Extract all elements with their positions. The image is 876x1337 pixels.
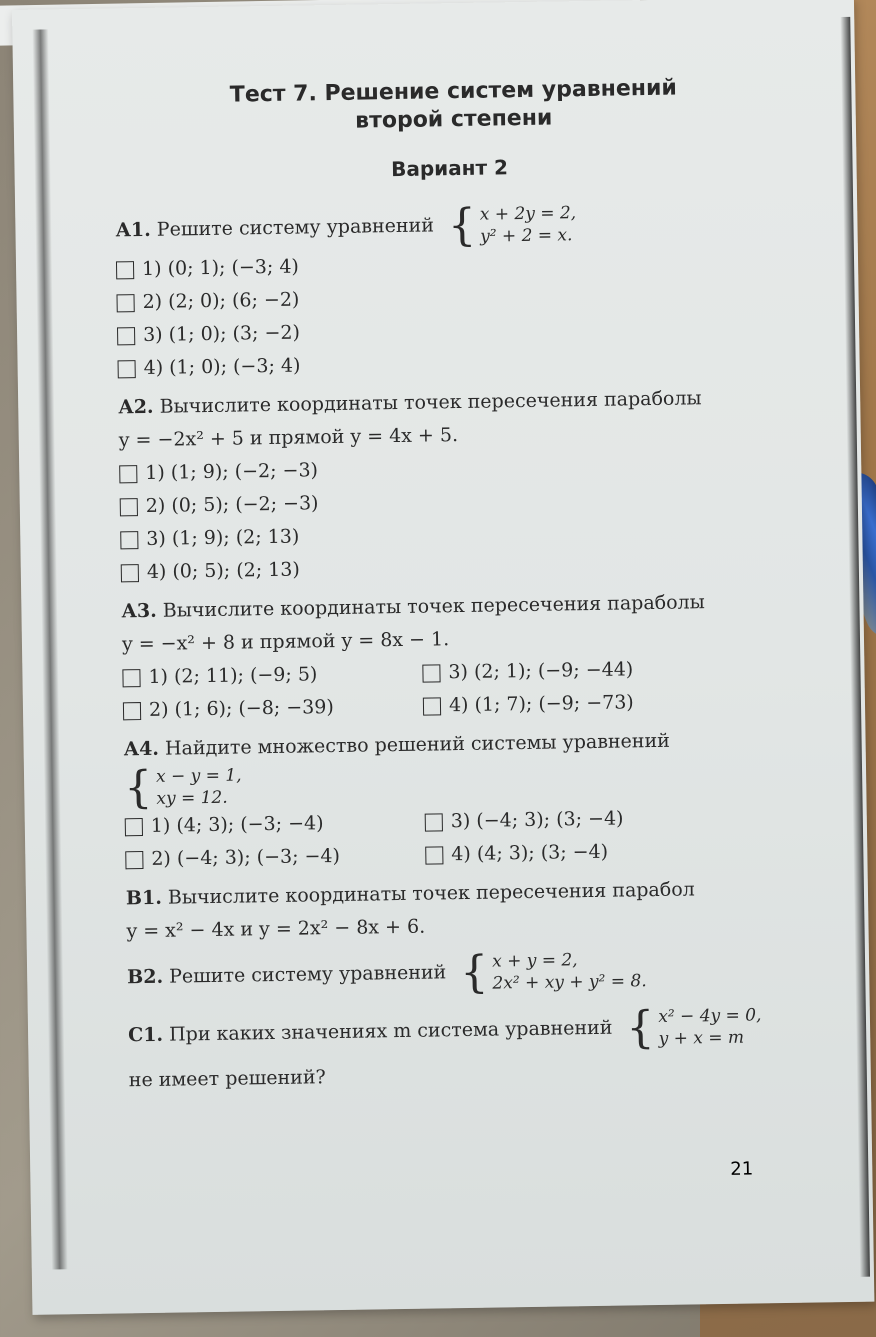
checkbox[interactable] [119, 465, 137, 483]
option-label: 1) (4; 3); (−3; −4) [150, 812, 324, 837]
answer-option[interactable] [425, 801, 725, 839]
page-left-shadow [32, 29, 67, 1269]
option-label: 4) (1; 0); (−3; 4) [143, 354, 301, 379]
answer-option[interactable] [425, 834, 725, 872]
option-label: 3) (−4; 3); (3; −4) [450, 807, 624, 833]
equation-2: 2x² + xy + y² = 8. [492, 971, 647, 994]
answer-option[interactable] [125, 839, 425, 877]
equation-system [626, 1002, 762, 1054]
question-a4 [123, 723, 773, 766]
question-number: С1. [127, 1023, 164, 1047]
checkbox[interactable] [120, 531, 138, 549]
checkbox[interactable] [117, 327, 135, 345]
checkbox[interactable] [116, 294, 134, 312]
question-text: Вычислите координаты точек пересечения парабол [167, 878, 695, 909]
checkbox[interactable] [116, 261, 134, 279]
answer-option[interactable] [122, 657, 422, 695]
checkbox[interactable] [125, 818, 143, 836]
checkbox[interactable] [123, 702, 141, 720]
test-page [12, 0, 874, 1315]
equation-1: x − y = 1, [155, 765, 242, 787]
title-line-2: второй степени [354, 105, 553, 134]
option-label: 1) (1; 9); (−2; −3) [145, 459, 319, 484]
question-number: А4. [123, 737, 160, 761]
question-text: Найдите множество решений системы уравнений [164, 729, 670, 760]
option-label: 2) (1; 6); (−8; −39) [148, 696, 334, 721]
question-number: А1. [115, 218, 151, 242]
question-number: А3. [121, 599, 157, 623]
checkbox[interactable] [425, 846, 443, 864]
answer-option[interactable] [123, 690, 423, 728]
question-number: А2. [118, 395, 154, 419]
question-text-line-2: y = x² − 4x и y = 2x² − 8x + 6. [126, 915, 426, 943]
checkbox[interactable] [125, 851, 143, 869]
page-content [113, 73, 779, 1097]
question-text-line-2: y = −x² + 8 и прямой y = 8x − 1. [121, 628, 450, 656]
page-number: 21 [730, 1158, 754, 1180]
checkbox[interactable] [422, 664, 440, 682]
equation-system [459, 946, 647, 999]
question-number: В1. [125, 886, 163, 910]
option-label: 2) (−4; 3); (−3; −4) [151, 844, 341, 870]
option-label: 2) (0; 5); (−2; −3) [145, 492, 319, 517]
question-text: Вычислите координаты точек пересечения параболы [159, 387, 702, 418]
answer-option[interactable] [125, 806, 425, 844]
question-text-line-2: y = −2x² + 5 и прямой y = 4x + 5. [118, 424, 459, 452]
title-line-1: Тест 7. Решение систем уравнений [229, 75, 678, 108]
equation-2: y² + 2 = x. [479, 225, 573, 247]
checkbox[interactable] [122, 669, 140, 687]
checkbox[interactable] [121, 564, 139, 582]
question-number: В2. [127, 965, 164, 989]
equation-2: xy = 12. [156, 787, 228, 809]
brace-icon: { [626, 1002, 655, 1054]
checkbox[interactable] [425, 813, 443, 831]
variant-label: Вариант 2 [390, 155, 509, 182]
checkbox[interactable] [120, 498, 138, 516]
answer-option[interactable] [422, 652, 722, 690]
equation-system [123, 761, 242, 814]
question-text: При каких значениях m система уравнений [168, 1016, 613, 1046]
brace-icon: { [447, 199, 477, 252]
option-label: 1) (2; 11); (−9; 5) [148, 663, 318, 688]
option-label: 4) (1; 7); (−9; −73) [448, 691, 634, 717]
equation-system [447, 199, 577, 252]
brace-icon: { [123, 761, 153, 814]
equation-1: x + y = 2, [491, 950, 578, 972]
question-b2 [127, 946, 778, 1000]
page-title [143, 73, 764, 139]
brace-icon: { [459, 946, 489, 999]
answer-option[interactable] [423, 685, 723, 723]
option-label: 3) (2; 1); (−9; −44) [448, 658, 634, 684]
option-label: 3) (1; 0); (3; −2) [142, 321, 301, 346]
question-c1 [128, 1004, 779, 1058]
checkbox[interactable] [423, 697, 441, 715]
question-text: Решите систему уравнений [168, 961, 447, 988]
question-text: Решите систему уравнений [156, 214, 435, 241]
question-text: Вычислите координаты точек пересечения параболы [162, 591, 705, 622]
equation-1: x + 2y = 2, [479, 203, 577, 225]
option-label: 4) (4; 3); (3; −4) [451, 840, 609, 866]
question-text-line-2: не имеет решений? [128, 1066, 326, 1092]
option-label: 3) (1; 9); (2; 13) [146, 525, 300, 550]
option-label: 2) (2; 0); (6; −2) [142, 288, 300, 313]
equation-2: y + x = m [658, 1027, 745, 1049]
option-label: 4) (0; 5); (2; 13) [146, 558, 300, 583]
equation-1: x² − 4y = 0, [658, 1005, 762, 1027]
checkbox[interactable] [118, 360, 136, 378]
option-label: 1) (0; 1); (−3; 4) [141, 255, 300, 280]
